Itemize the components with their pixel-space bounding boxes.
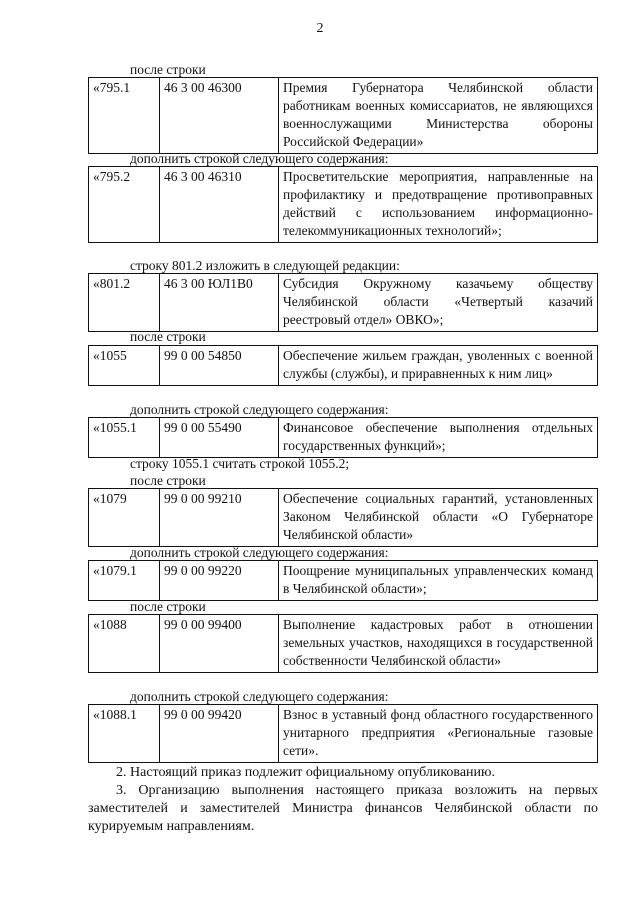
row-code: 99 0 00 99400 xyxy=(160,615,279,673)
table-row xyxy=(89,346,598,386)
row-text: Финансовое обеспечение выполнения отдельных государственных функций»; xyxy=(279,418,598,458)
row-number: «795.2 xyxy=(89,167,160,243)
row-number: «795.1 xyxy=(89,78,160,154)
budget-table xyxy=(88,77,598,154)
table-row xyxy=(89,705,598,763)
budget-table xyxy=(88,614,598,673)
row-code: 99 0 00 99220 xyxy=(160,561,279,601)
row-number: «1055 xyxy=(89,346,160,386)
row-number: «801.2 xyxy=(89,274,160,332)
row-code: 46 3 00 ЮЛ1В0 xyxy=(160,274,279,332)
body-paragraph: 3. Организацию выполнения настоящего приказа возложить на первых заместителей и заместителей Министра финансов Челябинской области по курируемым направлениям. xyxy=(88,783,598,834)
row-code: 99 0 00 99210 xyxy=(160,489,279,547)
row-number: «1079 xyxy=(89,489,160,547)
row-code: 46 3 00 46300 xyxy=(160,78,279,154)
row-number: «1055.1 xyxy=(89,418,160,458)
instruction-note: дополнить строкой следующего содержания: xyxy=(130,545,389,560)
budget-table xyxy=(88,273,598,332)
row-number: «1079.1 xyxy=(89,561,160,601)
instruction-note: дополнить строкой следующего содержания: xyxy=(130,689,389,704)
row-text: Просветительские мероприятия, направленные на профилактику и предотвращение противоправных действий с использованием информационно-телекоммуникационных технологий»; xyxy=(279,167,598,243)
row-text: Премия Губернатора Челябинской области работникам военных комиссариатов, не являющихся военнослужащими Министерства обороны Российской Федерации» xyxy=(279,78,598,154)
row-text: Обеспечение социальных гарантий, установленных Законом Челябинской области «О Губернаторе Челябинской области» xyxy=(279,489,598,547)
row-number: «1088 xyxy=(89,615,160,673)
row-text: Поощрение муниципальных управленческих команд в Челябинской области»; xyxy=(279,561,598,601)
table-row xyxy=(89,78,598,154)
table-row xyxy=(89,615,598,673)
row-text: Обеспечение жильем граждан, уволенных с военной службы (службы), и приравненных к ним лиц» xyxy=(279,346,598,386)
page-number: 2 xyxy=(316,21,324,36)
row-code: 99 0 00 55490 xyxy=(160,418,279,458)
table-row xyxy=(89,274,598,332)
table-row xyxy=(89,167,598,243)
row-code: 99 0 00 54850 xyxy=(160,346,279,386)
body-paragraph: 2. Настоящий приказ подлежит официальному опубликованию. xyxy=(116,765,495,780)
row-text: Субсидия Окружному казачьему обществу Челябинской области «Четвертый казачий реестровый отдел» ОВКО»; xyxy=(279,274,598,332)
instruction-note: после строки xyxy=(130,329,206,344)
budget-table xyxy=(88,345,598,386)
instruction-note: дополнить строкой следующего содержания: xyxy=(130,151,389,166)
budget-table xyxy=(88,417,598,458)
row-text: Выполнение кадастровых работ в отношении земельных участков, находящихся в государственной собственности Челябинской области» xyxy=(279,615,598,673)
row-code: 46 3 00 46310 xyxy=(160,167,279,243)
table-row xyxy=(89,489,598,547)
instruction-note: после строки xyxy=(130,62,206,77)
table-row xyxy=(89,561,598,601)
budget-table xyxy=(88,704,598,763)
instruction-note: после строки xyxy=(130,599,206,614)
budget-table xyxy=(88,488,598,547)
instruction-note: строку 801.2 изложить в следующей редакции: xyxy=(130,258,400,273)
budget-table xyxy=(88,166,598,243)
budget-table xyxy=(88,560,598,601)
table-row xyxy=(89,418,598,458)
instruction-note: дополнить строкой следующего содержания: xyxy=(130,402,389,417)
row-code: 99 0 00 99420 xyxy=(160,705,279,763)
row-number: «1088.1 xyxy=(89,705,160,763)
instruction-note: строку 1055.1 считать строкой 1055.2; xyxy=(130,456,350,471)
instruction-note: после строки xyxy=(130,473,206,488)
row-text: Взнос в уставный фонд областного государственного унитарного предприятия «Региональные газовые сети». xyxy=(279,705,598,763)
